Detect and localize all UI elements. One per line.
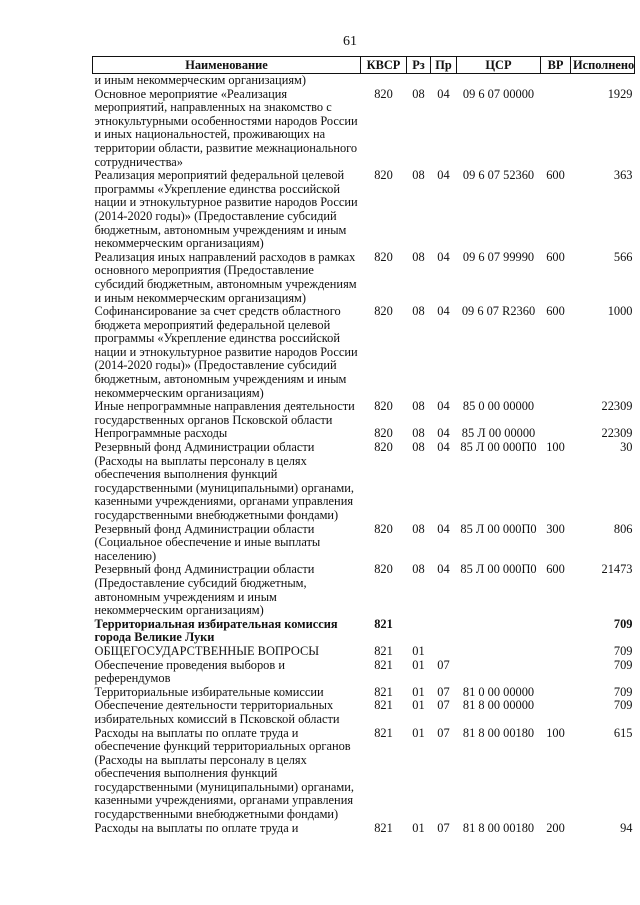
- cell-vr: [541, 427, 571, 441]
- table-row: [93, 699, 635, 726]
- cell-sum: 1929: [607, 86, 633, 101]
- cell-vr: [541, 659, 571, 686]
- header-rz: Рз: [407, 57, 431, 74]
- cell-rz: 01: [412, 698, 425, 713]
- header-pr: Пр: [431, 57, 457, 74]
- cell-pr: [431, 74, 457, 88]
- cell-sum: 363: [613, 168, 633, 183]
- cell-vr: [541, 645, 571, 659]
- cell-rz: 08: [412, 168, 425, 183]
- cell-vr: [541, 74, 571, 88]
- cell-name: Обеспечение проведения выборов и референдумов: [94, 657, 285, 686]
- table-row: [93, 305, 635, 400]
- cell-csr: 81 0 00 00000: [462, 684, 535, 699]
- cell-sum: 709: [613, 643, 633, 658]
- cell-csr: 85 0 00 00000: [462, 399, 535, 414]
- cell-sum: 806: [613, 521, 633, 536]
- cell-pr: 07: [437, 820, 450, 835]
- cell-rz: 01: [412, 643, 425, 658]
- budget-table: [92, 56, 635, 835]
- cell-sum: 22309: [601, 426, 633, 441]
- cell-vr: 600: [546, 304, 565, 319]
- cell-sum: 30: [620, 440, 633, 455]
- cell-rz: [407, 618, 431, 645]
- cell-name: Реализация иных направлений расходов в рамках основного мероприятия (Предоставление субсидий бюджетным, автономным учреждениям и иным некоммерческим организациям): [94, 249, 357, 305]
- page-number: 61: [343, 34, 357, 49]
- cell-name: Реализация мероприятий федеральной целевой программы «Укрепление единства российской нации и этнокультурное развитие народов России (2014-2020 годы)» (Предоставление субсидий бюджетным, автономным учреждениям и иным некоммерческим организациям): [94, 168, 358, 251]
- cell-rz: 08: [412, 562, 425, 577]
- cell-rz: 08: [412, 440, 425, 455]
- table-row: [93, 563, 635, 617]
- cell-name: Резервный фонд Администрации области (Расходы на выплаты персоналу в целях обеспечения выполнения функций государственными (муниципальными) органами, казенными учреждениями, органами управления государственными внебюджетными фондами): [94, 440, 354, 522]
- cell-sum: 566: [613, 249, 633, 264]
- cell-csr: 09 6 07 R2360: [461, 304, 536, 319]
- cell-vr: 600: [546, 562, 565, 577]
- cell-pr: 04: [437, 440, 450, 455]
- cell-sum: 21473: [601, 562, 633, 577]
- cell-rz: 01: [412, 820, 425, 835]
- cell-pr: 04: [437, 249, 450, 264]
- cell-csr: 85 Л 00 000П0: [460, 521, 537, 536]
- cell-rz: 08: [412, 426, 425, 441]
- table-row: [93, 400, 635, 427]
- table-row: [93, 523, 635, 564]
- cell-csr: 85 Л 00 00000: [461, 426, 536, 441]
- table-row: [93, 659, 635, 686]
- cell-sum: 709: [613, 684, 633, 699]
- cell-vr: [541, 686, 571, 700]
- cell-pr: [431, 645, 457, 659]
- cell-csr: [457, 74, 541, 88]
- cell-sum: 709: [613, 657, 633, 672]
- table-row: [93, 251, 635, 305]
- cell-name: ОБЩЕГОСУДАРСТВЕННЫЕ ВОПРОСЫ: [94, 643, 320, 658]
- header-vr: ВР: [541, 57, 571, 74]
- cell-name: Территориальные избирательные комиссии: [94, 684, 324, 699]
- cell-name: Основное мероприятие «Реализация мероприятий, направленных на знакомство с этнокультурными особенностями народов России и иных национальностей, проживающих на территории области, развитие межнационального сотрудничества»: [94, 86, 358, 169]
- cell-csr: 85 Л 00 000П0: [460, 440, 537, 455]
- cell-csr: 85 Л 00 000П0: [460, 562, 537, 577]
- cell-name: Территориальная избирательная комиссия города Великие Луки: [94, 616, 338, 645]
- cell-kvsr: 821: [374, 725, 393, 740]
- table-row: [93, 441, 635, 523]
- cell-pr: 04: [437, 399, 450, 414]
- table-row: [93, 88, 635, 170]
- table-header: [93, 57, 635, 74]
- cell-kvsr: 820: [374, 249, 393, 264]
- cell-vr: [541, 699, 571, 726]
- table-row: [93, 822, 635, 836]
- cell-name: Расходы на выплаты по оплате труда и обеспечение функций территориальных органов (Расходы на выплаты персоналу в целях обеспечения выполнения функций государственными (муниципальными) органами, казенными учреждениями, органами управления государственными внебюджетными фондами): [94, 725, 354, 822]
- cell-kvsr: 820: [374, 562, 393, 577]
- cell-pr: 07: [437, 698, 450, 713]
- cell-name: Иные непрограммные направления деятельности государственных органов Псковской области: [94, 399, 355, 427]
- cell-pr: 04: [437, 86, 450, 101]
- cell-kvsr: 820: [374, 168, 393, 183]
- cell-vr: 300: [546, 521, 565, 536]
- table-row: [93, 686, 635, 700]
- cell-sum: 709: [613, 616, 633, 631]
- header-kvsr: КВСР: [361, 57, 407, 74]
- cell-kvsr: 820: [374, 426, 393, 441]
- cell-kvsr: 820: [374, 304, 393, 319]
- cell-rz: 08: [412, 304, 425, 319]
- header-sum: Исполнено: [571, 57, 635, 74]
- cell-vr: [541, 618, 571, 645]
- cell-csr: 81 8 00 00180: [462, 820, 535, 835]
- cell-rz: 08: [412, 521, 425, 536]
- cell-pr: [431, 618, 457, 645]
- cell-csr: 81 8 00 00000: [462, 698, 535, 713]
- cell-kvsr: 820: [374, 521, 393, 536]
- cell-vr: 100: [546, 440, 565, 455]
- cell-rz: 08: [412, 399, 425, 414]
- cell-sum: 22309: [601, 399, 633, 414]
- cell-vr: [541, 400, 571, 427]
- table-row: [93, 727, 635, 822]
- cell-pr: 07: [437, 725, 450, 740]
- cell-pr: 04: [437, 304, 450, 319]
- cell-csr: 09 6 07 52360: [462, 168, 535, 183]
- cell-pr: 07: [437, 657, 450, 672]
- cell-vr: 200: [546, 820, 565, 835]
- cell-rz: 08: [412, 86, 425, 101]
- header-csr: ЦСР: [457, 57, 541, 74]
- cell-pr: 04: [437, 521, 450, 536]
- table-row: [93, 645, 635, 659]
- cell-kvsr: 821: [374, 657, 393, 672]
- cell-rz: 08: [412, 249, 425, 264]
- cell-csr: [457, 618, 541, 645]
- cell-csr: 09 6 07 00000: [462, 86, 535, 101]
- cell-kvsr: 820: [374, 440, 393, 455]
- cell-pr: 04: [437, 562, 450, 577]
- cell-csr: 81 8 00 00180: [462, 725, 535, 740]
- cell-name: Софинансирование за счет средств областного бюджета мероприятий федеральной целевой программы «Укрепление единства российской нации и этнокультурное развитие народов России (2014-2020 годы)» (Предоставление субсидий бюджетным, автономным учреждениям и иным некоммерческим организациям): [94, 304, 358, 400]
- table-row: [93, 74, 635, 88]
- cell-name: и иным некоммерческим организациям): [94, 73, 306, 87]
- cell-vr: 600: [546, 168, 565, 183]
- table-row: [93, 169, 635, 251]
- cell-kvsr: 821: [374, 698, 393, 713]
- cell-pr: 07: [437, 684, 450, 699]
- cell-rz: 01: [412, 657, 425, 672]
- cell-sum: 615: [613, 725, 633, 740]
- cell-csr: [457, 659, 541, 686]
- cell-name: Непрограммные расходы: [94, 426, 228, 441]
- cell-csr: 09 6 07 99990: [462, 249, 535, 264]
- cell-rz: 01: [412, 684, 425, 699]
- cell-kvsr: 821: [374, 643, 393, 658]
- cell-vr: 600: [546, 249, 565, 264]
- cell-name: Обеспечение деятельности территориальных избирательных комиссий в Псковской области: [94, 698, 340, 726]
- table-row: [93, 427, 635, 441]
- cell-kvsr: [361, 74, 407, 88]
- cell-csr: [457, 645, 541, 659]
- cell-kvsr: 821: [374, 820, 393, 835]
- cell-rz: [407, 74, 431, 88]
- cell-sum: 709: [613, 698, 633, 713]
- cell-kvsr: 821: [374, 684, 393, 699]
- table-body: [93, 74, 635, 836]
- cell-name: Резервный фонд Администрации области (Предоставление субсидий бюджетным, автономным учреждениям и иным некоммерческим организациям): [94, 562, 315, 618]
- header-name: Наименование: [93, 57, 361, 74]
- cell-vr: 100: [546, 725, 565, 740]
- cell-kvsr: 820: [374, 86, 393, 101]
- cell-name: Расходы на выплаты по оплате труда и: [94, 820, 299, 835]
- cell-sum: [571, 74, 635, 88]
- cell-sum: 1000: [607, 304, 633, 319]
- cell-vr: [541, 88, 571, 170]
- cell-rz: 01: [412, 725, 425, 740]
- table-row: [93, 618, 635, 645]
- cell-kvsr: 820: [374, 399, 393, 414]
- cell-pr: 04: [437, 426, 450, 441]
- cell-name: Резервный фонд Администрации области (Социальное обеспечение и иные выплаты населению): [94, 521, 321, 563]
- cell-sum: 94: [620, 820, 633, 835]
- cell-pr: 04: [437, 168, 450, 183]
- cell-kvsr: 821: [374, 616, 393, 631]
